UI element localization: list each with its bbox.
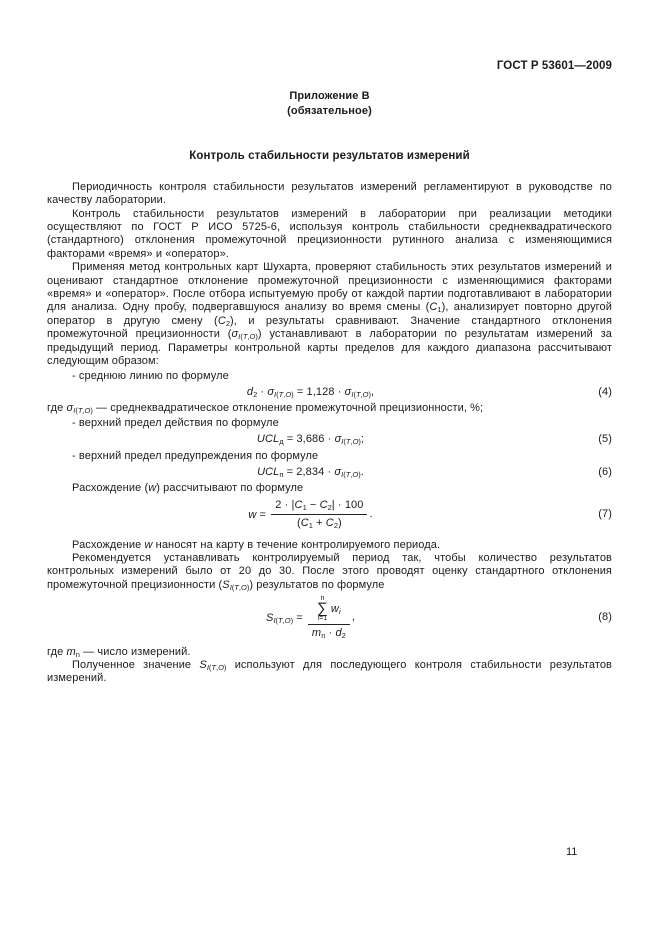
formula-8-lhs: $S_{I(T,O)}$ = xyxy=(266,611,306,625)
list-item-mean-line: - среднюю линию по формуле xyxy=(72,369,229,382)
doc-number: ГОСТ Р 53601—2009 xyxy=(496,60,612,72)
appendix-heading xyxy=(47,89,612,119)
formula-8-tail: , xyxy=(351,611,355,624)
paragraph-recommendation: Рекомендуется устанавливать контролируемый период так, чтобы количество результатов контрольных измерений было от 20 до 30. После этого проводят оценку стандартного отклонения промежуточной прецизионности $(S_{I(T,O)})$ результатов по формуле xyxy=(47,551,612,592)
formula-7-numerator: $2 \cdot |C_1 - C_2| \cdot 100$ xyxy=(271,499,367,515)
paragraph-final: Полученное значение $S_{I(T,O)}$ используют для последующего контроля стабильности результатов измерений. xyxy=(47,659,612,685)
formula-7-row xyxy=(47,499,612,531)
paragraph-after-7: Расхождение w наносят на карту в течение контролируемого периода. xyxy=(72,538,441,551)
formula-8-fraction xyxy=(308,595,350,640)
formula-6: $UCL_п = 2,834 \cdot \sigma_{I(T,O)}$. xyxy=(257,465,364,479)
sum-lower-limit: i=1 xyxy=(317,615,328,623)
page-number: 11 xyxy=(566,846,578,858)
sum-term: $w_i$ xyxy=(330,602,341,616)
paragraph-w-intro: Расхождение (w) рассчитывают по формуле xyxy=(72,482,304,495)
formula-7-fraction xyxy=(271,499,367,531)
formula-7-denominator: $(C_1 + C_2)$ xyxy=(296,517,342,531)
formula-5-row xyxy=(47,433,612,446)
sigma-icon: ∑ xyxy=(317,600,328,618)
paragraph-control: Контроль стабильности результатов измерений в лаборатории при реализации методики осуществляют по ГОСТ Р ИСО 5725-6, используя контроль стабильности среднеквадратического (стандартного) отклонения промежуточной прецизионности рутинного анализа с изменяющимися факторами «время» и «оператор». xyxy=(47,207,612,260)
formula-5-number: (5) xyxy=(598,433,612,446)
where-m-definition: где $m_n$ — число измерений. xyxy=(47,645,191,659)
formula-5: $UCL_д = 3,686 \cdot \sigma_{I(T,O)}$; xyxy=(256,433,365,447)
appendix-type: (обязательное) xyxy=(287,105,372,118)
formula-7-number: (7) xyxy=(598,507,612,520)
where-sigma-definition: где $\sigma_{I(T,O)}$ — среднеквадратическое отклонение промежуточной прецизионности, %; xyxy=(47,402,484,416)
sum-operator xyxy=(317,595,328,622)
list-item-warning-limit: - верхний предел предупреждения по формуле xyxy=(72,449,319,462)
formula-8-row xyxy=(47,595,612,640)
formula-7-tail: . xyxy=(369,507,373,520)
list-item-action-limit: - верхний предел действия по формуле xyxy=(72,416,279,429)
formula-6-number: (6) xyxy=(598,465,612,478)
formula-6-row xyxy=(47,466,612,479)
formula-8-numerator xyxy=(308,595,350,625)
formula-7-lhs: w = xyxy=(248,508,270,521)
formula-7 xyxy=(47,499,574,531)
formula-4-row xyxy=(47,386,612,399)
paragraph-periodicity: Периодичность контроля стабильности результатов измерений регламентируют в руководстве по качеству лаборатории. xyxy=(47,180,612,207)
formula-4-number: (4) xyxy=(598,385,612,398)
formula-8-denominator: $m_n \cdot d_2$ xyxy=(311,627,346,641)
formula-8 xyxy=(47,595,574,640)
appendix-label: Приложение В xyxy=(289,90,370,103)
paragraph-shewhart: Применяя метод контрольных карт Шухарта, проверяют стабильность этих результатов измерений и оценивают стандартное отклонение промежуточной прецизионности с изменяющимися факторами «время» и «оператор». После отбора испытуемую пробу от каждой партии подготавливают в лаборатории для анализа. Одну пробу, подвергавшуюся анализу во время смены $(C_1)$, анализирует повторно другой оператор в другую смену $(C_2)$, и результаты сравнивают. Значение стандартного отклонения промежуточной прецизионности $(\sigma_{I(T,O)})$ устанавливают в лаборатории по результатам измерений за предыдущий период. Параметры контрольной карты пределов для каждого диапазона рассчитывают следующим образом: xyxy=(47,261,612,368)
formula-4: $d_2 \cdot \sigma_{I(T,O)} = 1,128 \cdot \sigma_{I(T,O)}$, xyxy=(246,385,375,399)
sum-upper-limit: n xyxy=(320,595,325,603)
page-title: Контроль стабильности результатов измерений xyxy=(189,150,470,163)
formula-8-number: (8) xyxy=(598,611,612,624)
page-content xyxy=(47,60,612,686)
